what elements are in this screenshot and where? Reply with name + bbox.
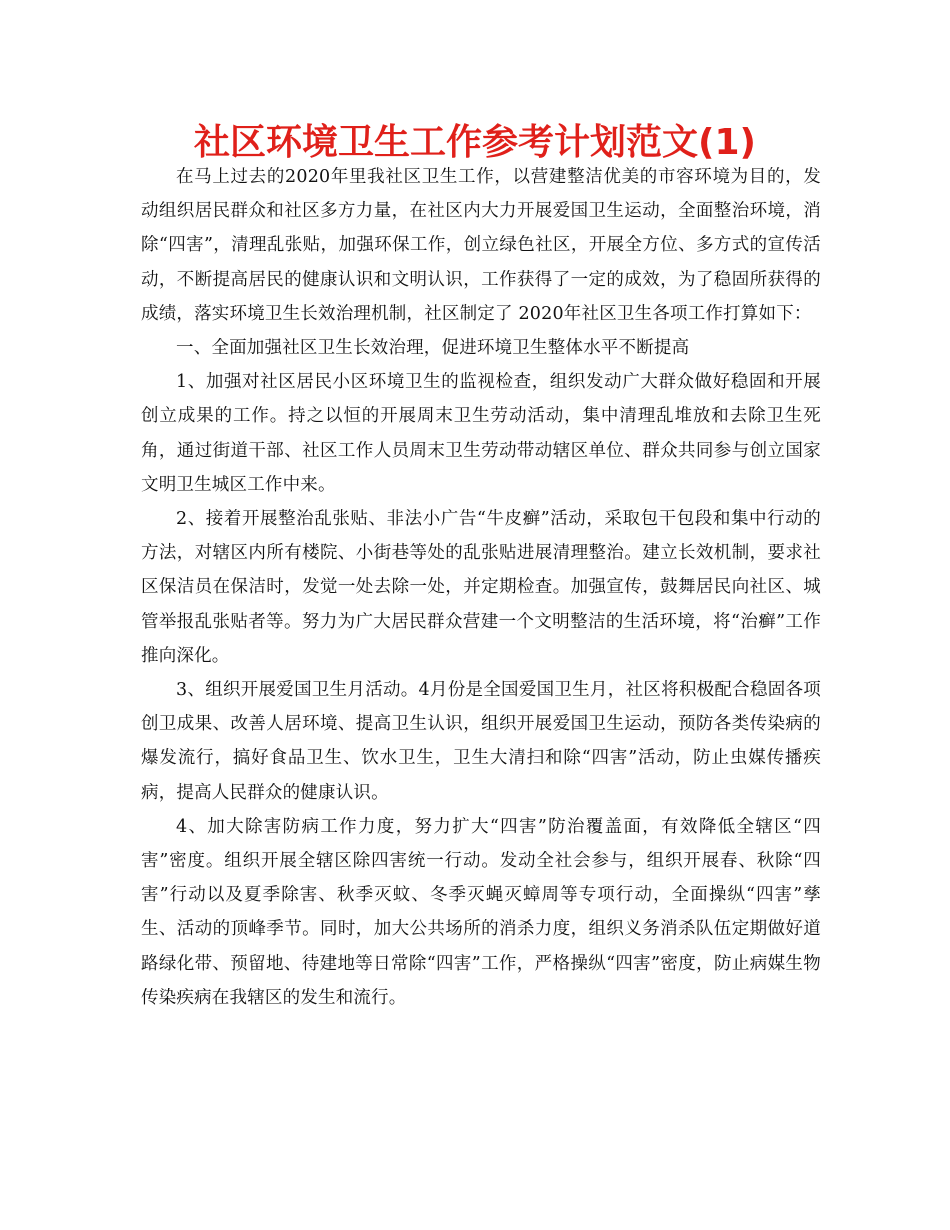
document-title: 社区环境卫生工作参考计划范文(1)	[194, 122, 756, 163]
paragraph-intro: 在马上过去的2020年里我社区卫生工作，以营建整洁优美的市容环境为目的，发动组织居民群众和社区多方力量，在社区内大力开展爱国卫生运动，全面整治环境，消除“四害”，清理乱张贴，加强环保工作，创立绿色社区，开展全方位、多方式的宣传活动，不断提高居民的健康认识和文明认识，工作获得了一定的成效，为了稳固所获得的成绩，落实环境卫生长效治理机制，社区制定了 2020年社区卫生各项工作打算如下：	[141, 167, 821, 324]
paragraph-item-3: 3、组织开展爱国卫生月活动。4月份是全国爱国卫生月，社区将积极配合稳固各项创卫成果、改善人居环境、提高卫生认识，组织开展爱国卫生运动，预防各类传染病的爆发流行，搞好食品卫生、饮水卫生，卫生大清扫和除“四害”活动，防止虫媒传播疾病，提高人民群众的健康认识。	[141, 680, 821, 803]
section-heading-1: 一、全面加强社区卫生长效治理，促进环境卫生整体水平不断提高	[176, 338, 690, 359]
paragraph-item-2: 2、接着开展整治乱张贴、非法小广告“牛皮癣”活动，采取包干包段和集中行动的方法，对辖区内所有楼院、小街巷等处的乱张贴进展清理整治。建立长效机制，要求社区保洁员在保洁时，发觉一处去除一处，并定期检查。加强宣传，鼓舞居民向社区、城管举报乱张贴者等。努力为广大居民群众营建一个文明整洁的生活环境，将“治癣”工作推向深化。	[141, 509, 821, 666]
paragraph-item-4: 4、加大除害防病工作力度，努力扩大“四害”防治覆盖面，有效降低全辖区“四害”密度。组织开展全辖区除四害统一行动。发动全社会参与，组织开展春、秋除“四害”行动以及夏季除害、秋季灭蚊、冬季灭蝇灭蟑周等专项行动，全面操纵“四害”孳生、活动的顶峰季节。同时，加大公共场所的消杀力度，组织义务消杀队伍定期做好道路绿化带、预留地、待建地等日常除“四害”工作，严格操纵“四害”密度，防止病媒生物传染疾病在我辖区的发生和流行。	[141, 816, 821, 1008]
document-body	[141, 160, 821, 1015]
paragraph-item-1: 1、加强对社区居民小区环境卫生的监视检查，组织发动广大群众做好稳固和开展创立成果的工作。持之以恒的开展周末卫生劳动活动，集中清理乱堆放和去除卫生死角，通过街道干部、社区工作人员周末卫生劳动带动辖区单位、群众共同参与创立国家文明卫生城区工作中来。	[141, 372, 821, 495]
